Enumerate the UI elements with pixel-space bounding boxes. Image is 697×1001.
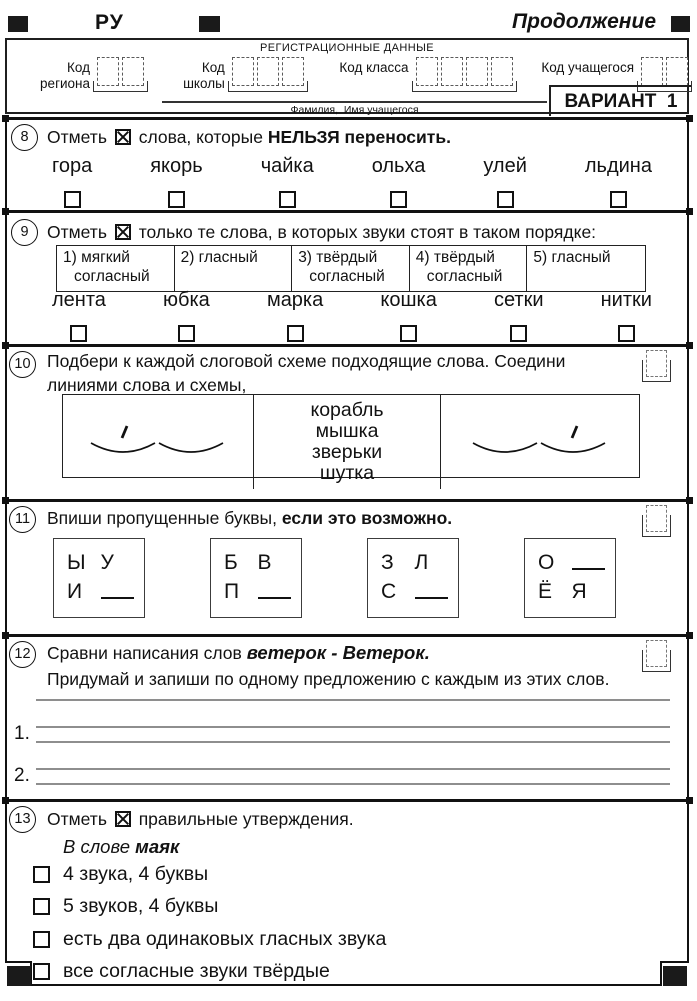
- stress-mark-icon: [572, 426, 577, 438]
- q12-prompt-line2: Придумай и запиши по одному предложению с каждым из этих слов.: [47, 669, 610, 689]
- name-line[interactable]: [162, 101, 547, 103]
- word-option: [494, 289, 544, 342]
- word-option: [372, 155, 426, 208]
- word-option: [267, 289, 323, 342]
- word-label: юбка: [163, 289, 210, 311]
- sound-order-table: [56, 245, 646, 292]
- word-option: [261, 155, 314, 208]
- scheme-word: мышка: [315, 420, 379, 442]
- code-cells: [232, 57, 304, 92]
- code-bracket: [412, 81, 517, 92]
- score-bracket: [642, 360, 671, 382]
- write-blank[interactable]: [572, 556, 605, 570]
- registration-mark: [7, 966, 31, 986]
- word-option: [601, 289, 652, 342]
- scheme-word: шутка: [319, 462, 375, 484]
- answer-checkbox[interactable]: [279, 191, 296, 208]
- q8-prompt-bold: НЕЛЬЗЯ переносить.: [267, 127, 451, 147]
- code-field: [173, 57, 304, 92]
- registration-mark: [8, 16, 28, 32]
- letter: З: [381, 550, 394, 574]
- word-option: [380, 289, 436, 342]
- q13-subtitle-bold: маяк: [135, 836, 180, 857]
- statement-option: [33, 962, 386, 982]
- section-divider: [5, 634, 689, 637]
- answer-item-number: 1.: [14, 723, 30, 744]
- q9-prompt: [47, 221, 596, 245]
- section-divider: [5, 117, 689, 120]
- word-label: сетки: [493, 289, 544, 311]
- word-label: ольха: [371, 155, 426, 177]
- answer-item-number: 2.: [14, 765, 30, 786]
- bottom-border: [660, 961, 662, 986]
- bottom-border: [660, 961, 689, 963]
- code-cells: [416, 57, 513, 92]
- q12-prompt-regular: Сравни написания слов: [47, 643, 242, 663]
- score-bracket: [642, 650, 671, 672]
- code-bracket: [93, 81, 148, 92]
- answer-checkbox[interactable]: [510, 325, 527, 342]
- scheme-word: корабль: [310, 399, 384, 421]
- sound-order-cell: 5) гласный: [533, 249, 611, 266]
- answer-checkbox[interactable]: [287, 325, 304, 342]
- answer-checkbox[interactable]: [33, 931, 50, 948]
- score-bracket: [642, 515, 671, 537]
- letter: У: [100, 550, 114, 574]
- letter-box: [53, 538, 145, 618]
- checked-box-icon: [115, 811, 131, 827]
- word-option: [150, 155, 202, 208]
- q13-prompt-end: правильные утверждения.: [138, 809, 354, 829]
- q8-prompt-mid: слова, которые: [138, 127, 263, 147]
- answer-checkbox[interactable]: [168, 191, 185, 208]
- answer-checkbox[interactable]: [610, 191, 627, 208]
- continuation-label: Продолжение: [512, 10, 656, 33]
- question-number-9: 9: [11, 219, 38, 246]
- section-divider: [5, 344, 689, 347]
- letter: Ё: [538, 579, 553, 603]
- word-label: улей: [483, 155, 527, 177]
- letter-boxes: [53, 538, 616, 618]
- statement-label: все согласные звуки твёрдые: [63, 960, 330, 982]
- letter: О: [538, 550, 555, 574]
- word-option: [52, 289, 106, 342]
- q11-prompt-regular: Впиши пропущенные буквы,: [47, 508, 277, 528]
- q8-prompt: [47, 126, 451, 150]
- syllable-scheme-stress-second-icon: [465, 423, 615, 461]
- letter: П: [224, 579, 240, 603]
- statement-option: [33, 897, 386, 917]
- word-label: якорь: [150, 155, 203, 177]
- code-field: [40, 57, 144, 92]
- q13-subtitle: [63, 836, 179, 858]
- word-option: [163, 289, 210, 342]
- syllable-scheme-stress-first: [63, 395, 254, 489]
- q12-prompt-emphasis: ветерок - Ветерок.: [246, 642, 430, 663]
- answer-checkbox[interactable]: [390, 191, 407, 208]
- q13-prompt-start: Отметь: [47, 809, 107, 829]
- word-option: [52, 155, 92, 208]
- question-number-10: 10: [9, 351, 36, 378]
- code-field: [333, 57, 513, 92]
- name-line-label: Фамилия, Имя учащегося: [290, 104, 419, 116]
- answer-line[interactable]: [36, 741, 670, 743]
- sound-order-cell: 3) твёрдый согласный: [292, 246, 410, 291]
- q10-prompt-line1: Подбери к каждой слоговой схеме подходящие слова. Соедини: [47, 351, 566, 371]
- registration-title: РЕГИСТРАЦИОННЫЕ ДАННЫЕ: [260, 42, 434, 54]
- answer-line[interactable]: [36, 726, 670, 728]
- bottom-border: [30, 984, 662, 986]
- letter-box: [524, 538, 616, 618]
- stress-mark-icon: [122, 426, 127, 438]
- word-label: гора: [52, 155, 93, 177]
- statement-option: [33, 864, 386, 884]
- code-field-label: Код школы: [183, 60, 225, 91]
- answer-checkbox[interactable]: [618, 325, 635, 342]
- word-label: марка: [266, 289, 324, 311]
- subject-code: РУ: [95, 11, 124, 34]
- word-label: нитки: [600, 289, 652, 311]
- q9-prompt-mid: только те слова, в которых звуки стоят в таком порядке:: [138, 222, 597, 242]
- code-field-label: Код учащегося: [541, 60, 634, 75]
- syllable-scheme-stress-second: [441, 395, 639, 489]
- q8-prompt-start: Отметь: [47, 127, 107, 147]
- syllable-arc: [541, 443, 605, 452]
- sound-order-cell: 4) твёрдый согласный: [410, 246, 528, 291]
- answer-checkbox[interactable]: [400, 325, 417, 342]
- q10-prompt-line2: линиями слова и схемы,: [47, 374, 247, 395]
- letter: И: [67, 579, 83, 603]
- answer-line[interactable]: [36, 783, 670, 785]
- syllable-arc: [159, 443, 223, 452]
- syllable-scheme-stress-first-icon: [83, 423, 233, 461]
- word-label: льдина: [584, 155, 652, 177]
- word-label: чайка: [260, 155, 314, 177]
- code-field-label: Код класса: [339, 60, 409, 75]
- answer-checkbox[interactable]: [497, 191, 514, 208]
- answer-line[interactable]: [36, 768, 670, 770]
- statement-label: есть два одинаковых гласных звука: [63, 927, 387, 950]
- section-divider: [5, 210, 689, 213]
- word-label: кошка: [380, 289, 437, 311]
- score-box: [646, 640, 667, 667]
- word-option: [483, 155, 527, 208]
- letter: С: [381, 579, 397, 603]
- code-bracket: [228, 81, 308, 92]
- letter-box: [210, 538, 302, 618]
- statement-label: 4 звука, 4 буквы: [63, 862, 209, 885]
- letter-box: [367, 538, 459, 618]
- section-divider: [5, 799, 689, 802]
- q13-subtitle-regular: В слове: [63, 836, 130, 857]
- registration-mark: [663, 966, 687, 986]
- section-divider: [5, 499, 689, 502]
- write-blank[interactable]: [415, 585, 448, 599]
- answer-checkbox[interactable]: [33, 898, 50, 915]
- registration-box: [5, 38, 689, 114]
- sound-order-cell: 2) гласный: [175, 246, 293, 291]
- bottom-border: [5, 961, 32, 963]
- code-field-label: Код региона: [40, 60, 90, 91]
- q11-prompt: [47, 507, 452, 531]
- syllable-arc: [91, 443, 155, 452]
- answer-checkbox[interactable]: [70, 325, 87, 342]
- syllable-arc: [473, 443, 537, 452]
- checked-box-icon: [115, 129, 131, 145]
- registration-mark: [199, 16, 220, 32]
- statement-option: [33, 929, 386, 949]
- letter: В: [257, 550, 272, 574]
- q11-prompt-bold: если это возможно.: [281, 508, 453, 528]
- answer-checkbox[interactable]: [33, 866, 50, 883]
- scheme-word: зверьки: [311, 441, 383, 463]
- answer-checkbox[interactable]: [178, 325, 195, 342]
- q9-prompt-start: Отметь: [47, 222, 107, 242]
- letter: Я: [571, 579, 587, 603]
- registration-mark: [671, 16, 690, 32]
- word-option: [585, 155, 652, 208]
- question-number-8: 8: [11, 124, 38, 151]
- scheme-words: [254, 395, 441, 489]
- code-cells: [97, 57, 144, 92]
- write-blank[interactable]: [101, 585, 134, 599]
- question-number-11: 11: [9, 506, 36, 533]
- variant-label: ВАРИАНТ 1: [549, 85, 691, 116]
- q9-words: [52, 289, 652, 342]
- q13-options: [33, 864, 386, 994]
- q13-prompt: [47, 808, 354, 832]
- statement-label: 5 звуков, 4 буквы: [63, 895, 219, 917]
- sound-order-cell: 1) мягкий согласный: [57, 246, 175, 291]
- q12-prompt-line1: [47, 641, 430, 666]
- word-label: лента: [52, 289, 106, 311]
- q10-prompt: [47, 350, 565, 397]
- answer-checkbox[interactable]: [33, 963, 50, 980]
- letter: Ы: [67, 550, 86, 574]
- answer-checkbox[interactable]: [64, 191, 81, 208]
- question-number-12: 12: [9, 641, 36, 668]
- score-box: [646, 505, 667, 532]
- checked-box-icon: [115, 224, 131, 240]
- score-box: [646, 350, 667, 377]
- q8-words: [52, 155, 652, 208]
- letter: Б: [224, 550, 238, 574]
- write-blank[interactable]: [258, 585, 291, 599]
- question-number-13: 13: [9, 806, 36, 833]
- answer-line[interactable]: [36, 699, 670, 701]
- letter: Л: [414, 550, 429, 574]
- syllable-scheme-table: [62, 394, 640, 484]
